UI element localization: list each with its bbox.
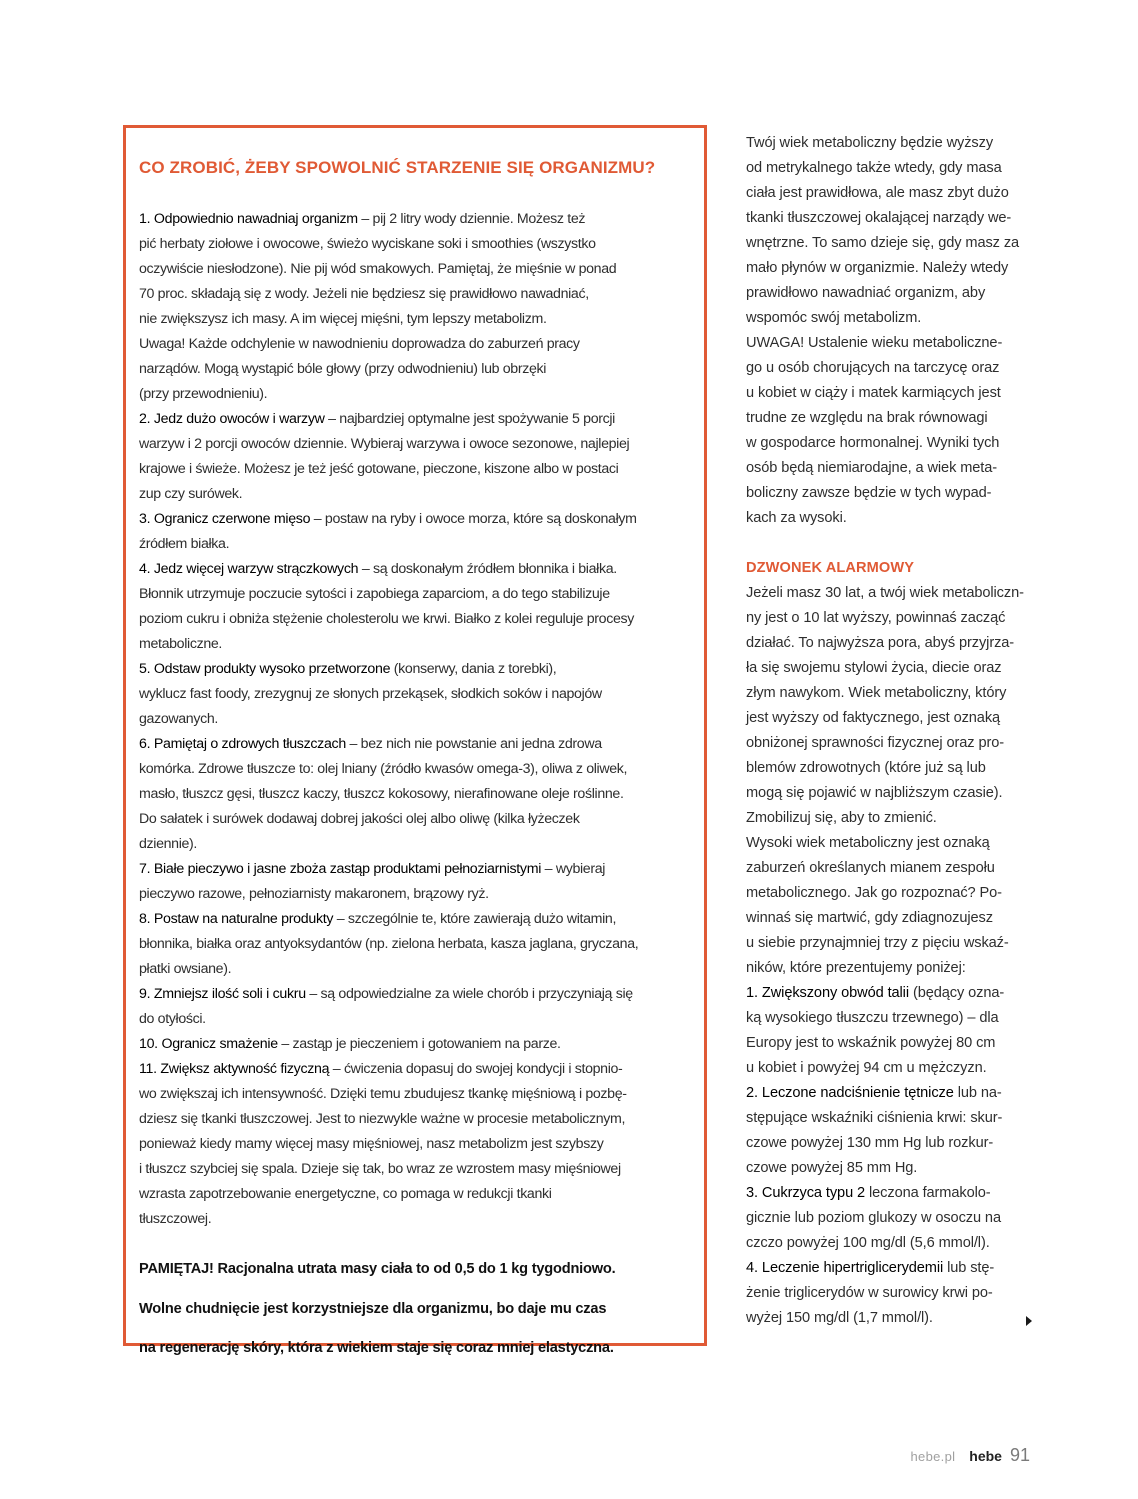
box-item-line: warzyw i 2 porcji owoców dziennie. Wybieraj warzywa i owoce sezonowe, najlepiej (139, 436, 630, 452)
box-item-line: metaboliczne. (139, 636, 222, 652)
intro-line: boliczny zawsze będzie w tych wypad- (746, 485, 992, 501)
box-item: 8. Postaw na naturalne produkty – szczególnie te, które zawierają dużo witamin, (139, 911, 617, 927)
intro-line: wnętrzne. To samo dzieje się, gdy masz za (746, 235, 1020, 251)
box-item-line: błonnika, białka oraz antyoksydantów (np. zielona herbata, kasza jaglana, gryczana, (139, 936, 639, 952)
box-item-heading: 10. Ogranicz smażenie (139, 1036, 278, 1052)
box-item: 9. Zmniejsz ilość soli i cukru – są odpowiedzialne za wiele chorób i przyczyniają się (139, 986, 633, 1002)
box-item-line: gazowanych. (139, 711, 218, 727)
intro-line: Twój wiek metaboliczny będzie wyższy (746, 135, 994, 151)
tips-box-content (139, 158, 697, 1376)
box-item-heading: 8. Postaw na naturalne produkty (139, 911, 334, 927)
box-item-line: źródłem białka. (139, 536, 230, 552)
right-column (746, 131, 1030, 1331)
tips-list (139, 207, 697, 1232)
alarm-line: ników, które prezentujemy poniżej: (746, 960, 966, 976)
alarm-line: ny jest o 10 lat wyższy, powinnaś zacząć (746, 610, 1006, 626)
intro-line: od metrykalnego także wtedy, gdy masa (746, 160, 1002, 176)
intro-line: w gospodarce hormonalnej. Wyniki tych (746, 435, 1000, 451)
box-item: 11. Zwiększ aktywność fizyczną – ćwiczenia dopasuj do swojej kondycji i stopnio- (139, 1061, 623, 1077)
box-item-line: wzrasta zapotrzebowanie energetyczne, co pomaga w redukcji tkanki (139, 1186, 552, 1202)
box-item-line: tłuszczowej. (139, 1211, 212, 1227)
alarm-line: ła się swojemu stylowi życia, diecie oraz (746, 660, 1002, 676)
tips-box-title: CO ZROBIĆ, ŻEBY SPOWOLNIĆ STARZENIE SIĘ ORGANIZMU? (139, 158, 656, 177)
box-item-line: Uwaga! Każde odchylenie w nawodnieniu doprowadza do zaburzeń pracy (139, 336, 580, 352)
right-item-heading: 2. Leczone nadciśnienie tętnicze (746, 1085, 954, 1101)
box-item-line: 70 proc. składają się z wody. Jeżeli nie będziesz się prawidłowo nawadniać, (139, 286, 589, 302)
box-item-line: pić herbaty ziołowe i owocowe, świeżo wyciskane soki i smoothies (wszystko (139, 236, 596, 252)
box-item: 7. Białe pieczywo i jasne zboża zastąp produktami pełnoziarnistymi – wybieraj (139, 861, 606, 877)
intro-line: osób będą niemiarodajne, a wiek meta- (746, 460, 998, 476)
box-item-heading: 2. Jedz dużo owoców i warzyw (139, 411, 325, 427)
alarm-paragraph (746, 581, 1030, 981)
intro-line: ciała jest prawidłowa, ale masz zbyt dużo (746, 185, 1009, 201)
page-number: 91 (1009, 1445, 1030, 1465)
intro-line: wspomóc swój metabolizm. (746, 310, 922, 326)
box-item-heading: 3. Ogranicz czerwone mięso (139, 511, 311, 527)
box-item: 3. Ogranicz czerwone mięso – postaw na ryby i owoce morza, które są doskonałym (139, 511, 637, 527)
right-item: 2. Leczone nadciśnienie tętnicze lub na- (746, 1085, 1002, 1101)
box-item-line: do otyłości. (139, 1011, 206, 1027)
footer-site: hebe.pl (910, 1449, 956, 1464)
box-item-line: i tłuszcz szybciej się spala. Dzieje się tak, bo wraz ze wzrostem masy mięśniowej (139, 1161, 621, 1177)
box-item-line: wo zwiększaj ich intensywność. Dzięki temu zbudujesz tkankę mięśniową i pozbę- (139, 1086, 627, 1102)
alarm-line: winnaś się martwić, gdy zdiagnozujesz (746, 910, 993, 926)
box-item-line: (przy przewodnieniu). (139, 386, 268, 402)
box-item: 5. Odstaw produkty wysoko przetworzone (konserwy, dania z torebki), (139, 661, 557, 677)
box-item-line: płatki owsiane). (139, 961, 232, 977)
right-item-line: gicznie lub poziom glukozy w osoczu na (746, 1210, 1001, 1226)
remember-note (139, 1257, 697, 1361)
right-item-heading: 1. Zwiększony obwód talii (746, 985, 909, 1001)
box-item-line: nie zwiększysz ich masy. A im więcej mięśni, tym lepszy metabolizm. (139, 311, 547, 327)
footer-brand: hebe (969, 1448, 1002, 1464)
indicators-list (746, 981, 1030, 1331)
alarm-line: Wysoki wiek metaboliczny jest oznaką (746, 835, 990, 851)
box-item-line: ponieważ kiedy mamy więcej masy mięśniowej, nasz metabolizm jest szybszy (139, 1136, 604, 1152)
box-item-heading: 7. Białe pieczywo i jasne zboża zastąp produktami pełnoziarnistymi (139, 861, 542, 877)
box-item-line: krajowe i świeże. Możesz je też jeść gotowane, pieczone, kiszone albo w postaci (139, 461, 619, 477)
alarm-line: blemów zdrowotnych (które już są lub (746, 760, 986, 776)
remember-line: Wolne chudnięcie jest korzystniejsze dla organizmu, bo daje mu czas (139, 1300, 607, 1317)
right-item-line: czczo powyżej 100 mg/dl (5,6 mmol/l). (746, 1235, 990, 1251)
box-item: 10. Ogranicz smażenie – zastąp je pieczeniem i gotowaniem na parze. (139, 1036, 561, 1052)
right-item-line: czowe powyżej 130 mm Hg lub rozkur- (746, 1135, 994, 1151)
intro-line: kach za wysoki. (746, 510, 847, 526)
intro-line: mało płynów w organizmie. Należy wtedy (746, 260, 1009, 276)
right-item-line: wyżej 150 mg/dl (1,7 mmol/l). (746, 1310, 933, 1326)
alarm-line: jest wyższy od faktycznego, jest oznaką (746, 710, 1001, 726)
tips-box (123, 125, 707, 1357)
alarm-line: Jeżeli masz 30 lat, a twój wiek metaboliczn- (746, 585, 1024, 601)
right-item-line: ką wysokiego tłuszczu trzewnego) – dla (746, 1010, 999, 1026)
right-item: 3. Cukrzyca typu 2 leczona farmakolo- (746, 1185, 991, 1201)
box-item-line: dziesz się tkanki tłuszczowej. Jest to niezwykle ważne w procesie metabolicznym, (139, 1111, 626, 1127)
alarm-line: złym nawykom. Wiek metaboliczny, który (746, 685, 1007, 701)
alarm-line: Zmobilizuj się, aby to zmienić. (746, 810, 937, 826)
right-item-heading: 4. Leczenie hipertriglicerydemii (746, 1260, 944, 1276)
box-item: 2. Jedz dużo owoców i warzyw – najbardziej optymalne jest spożywanie 5 porcji (139, 411, 615, 427)
right-item-line: żenie triglicerydów w surowicy krwi po- (746, 1285, 993, 1301)
box-item-heading: 11. Zwiększ aktywność fizyczną (139, 1061, 330, 1077)
box-item-line: komórka. Zdrowe tłuszcze to: olej lniany (źródło kwasów omega-3), oliwa z oliwek, (139, 761, 628, 777)
box-item-line: zup czy surówek. (139, 486, 243, 502)
alarm-line: obniżonej sprawności fizycznej oraz pro- (746, 735, 1004, 751)
box-item-line: narządów. Mogą wystąpić bóle głowy (przy odwodnieniu) lub obrzęki (139, 361, 547, 377)
intro-line: tkanki tłuszczowej okalającej narządy we- (746, 210, 1012, 226)
box-item-line: Do sałatek i surówek dodawaj dobrej jakości olej albo oliwę (kilka łyżeczek (139, 811, 580, 827)
box-item-line: pieczywo razowe, pełnoziarnisty makaronem, brązowy ryż. (139, 886, 489, 902)
box-item: 6. Pamiętaj o zdrowych tłuszczach – bez nich nie powstanie ani jedna zdrowa (139, 736, 602, 752)
box-item-line: oczywiście niesłodzone). Nie pij wód smakowych. Pamiętaj, że mięśnie w ponad (139, 261, 617, 277)
box-item-heading: 5. Odstaw produkty wysoko przetworzone (139, 661, 391, 677)
box-item-heading: 9. Zmniejsz ilość soli i cukru (139, 986, 306, 1002)
intro-line: go u osób chorujących na tarczycę oraz (746, 360, 1000, 376)
alarm-line: zaburzeń określanych mianem zespołu (746, 860, 995, 876)
right-item-heading: 3. Cukrzyca typu 2 (746, 1185, 866, 1201)
box-item-line: poziom cukru i obniża stężenie cholesterolu we krwi. Białko z kolei reguluje procesy (139, 611, 634, 627)
box-item: 1. Odpowiednio nawadniaj organizm – pij 2 litry wody dziennie. Możesz też (139, 211, 586, 227)
remember-line: na regenerację skóry, która z wiekiem staje się coraz mniej elastyczna. (139, 1340, 614, 1357)
right-item-line: u kobiet i powyżej 94 cm u mężczyzn. (746, 1060, 987, 1076)
alarm-line: mogą się pojawić w najbliższym czasie). (746, 785, 1003, 801)
box-item-line: wyklucz fast foody, zrezygnuj ze słonych przekąsek, słodkich soków i napojów (139, 686, 602, 702)
intro-line: prawidłowo nawadniać organizm, aby (746, 285, 986, 301)
intro-line: u kobiet w ciąży i matek karmiących jest (746, 385, 1001, 401)
box-item-line: dziennie). (139, 836, 198, 852)
box-item-heading: 1. Odpowiednio nawadniaj organizm (139, 211, 358, 227)
alarm-line: metabolicznego. Jak go rozpoznać? Po- (746, 885, 1002, 901)
page-footer (911, 1445, 1030, 1466)
intro-line: trudne ze względu na brak równowagi (746, 410, 988, 426)
alarm-line: u siebie przynajmniej trzy z pięciu wskaź- (746, 935, 1009, 951)
box-item-line: Błonnik utrzymuje poczucie sytości i zapobiega zaparciom, a do tego stabilizuje (139, 586, 610, 602)
box-item-line: masło, tłuszcz gęsi, tłuszcz kaczy, tłuszcz kokosowy, nierafinowane oleje roślinne. (139, 786, 624, 802)
right-item-line: Europy jest to wskaźnik powyżej 80 cm (746, 1035, 996, 1051)
alarm-line: działać. To najwyższa pora, abyś przyjrza- (746, 635, 1015, 651)
intro-paragraph (746, 131, 1030, 531)
continue-arrow-icon (1026, 1316, 1032, 1326)
intro-line: UWAGA! Ustalenie wieku metaboliczne- (746, 335, 1003, 351)
box-item-heading: 4. Jedz więcej warzyw strączkowych (139, 561, 359, 577)
box-item: 4. Jedz więcej warzyw strączkowych – są doskonałym źródłem błonnika i białka. (139, 561, 617, 577)
right-item: 1. Zwiększony obwód talii (będący ozna- (746, 985, 1005, 1001)
alarm-section-title: DZWONEK ALARMOWY (746, 560, 915, 576)
box-item-heading: 6. Pamiętaj o zdrowych tłuszczach (139, 736, 346, 752)
right-item-line: stępujące wskaźniki ciśnienia krwi: skur- (746, 1110, 1003, 1126)
right-item-line: czowe powyżej 85 mm Hg. (746, 1160, 918, 1176)
right-item: 4. Leczenie hipertriglicerydemii lub stę- (746, 1260, 995, 1276)
remember-line: PAMIĘTAJ! Racjonalna utrata masy ciała to od 0,5 do 1 kg tygodniowo. (139, 1261, 616, 1277)
